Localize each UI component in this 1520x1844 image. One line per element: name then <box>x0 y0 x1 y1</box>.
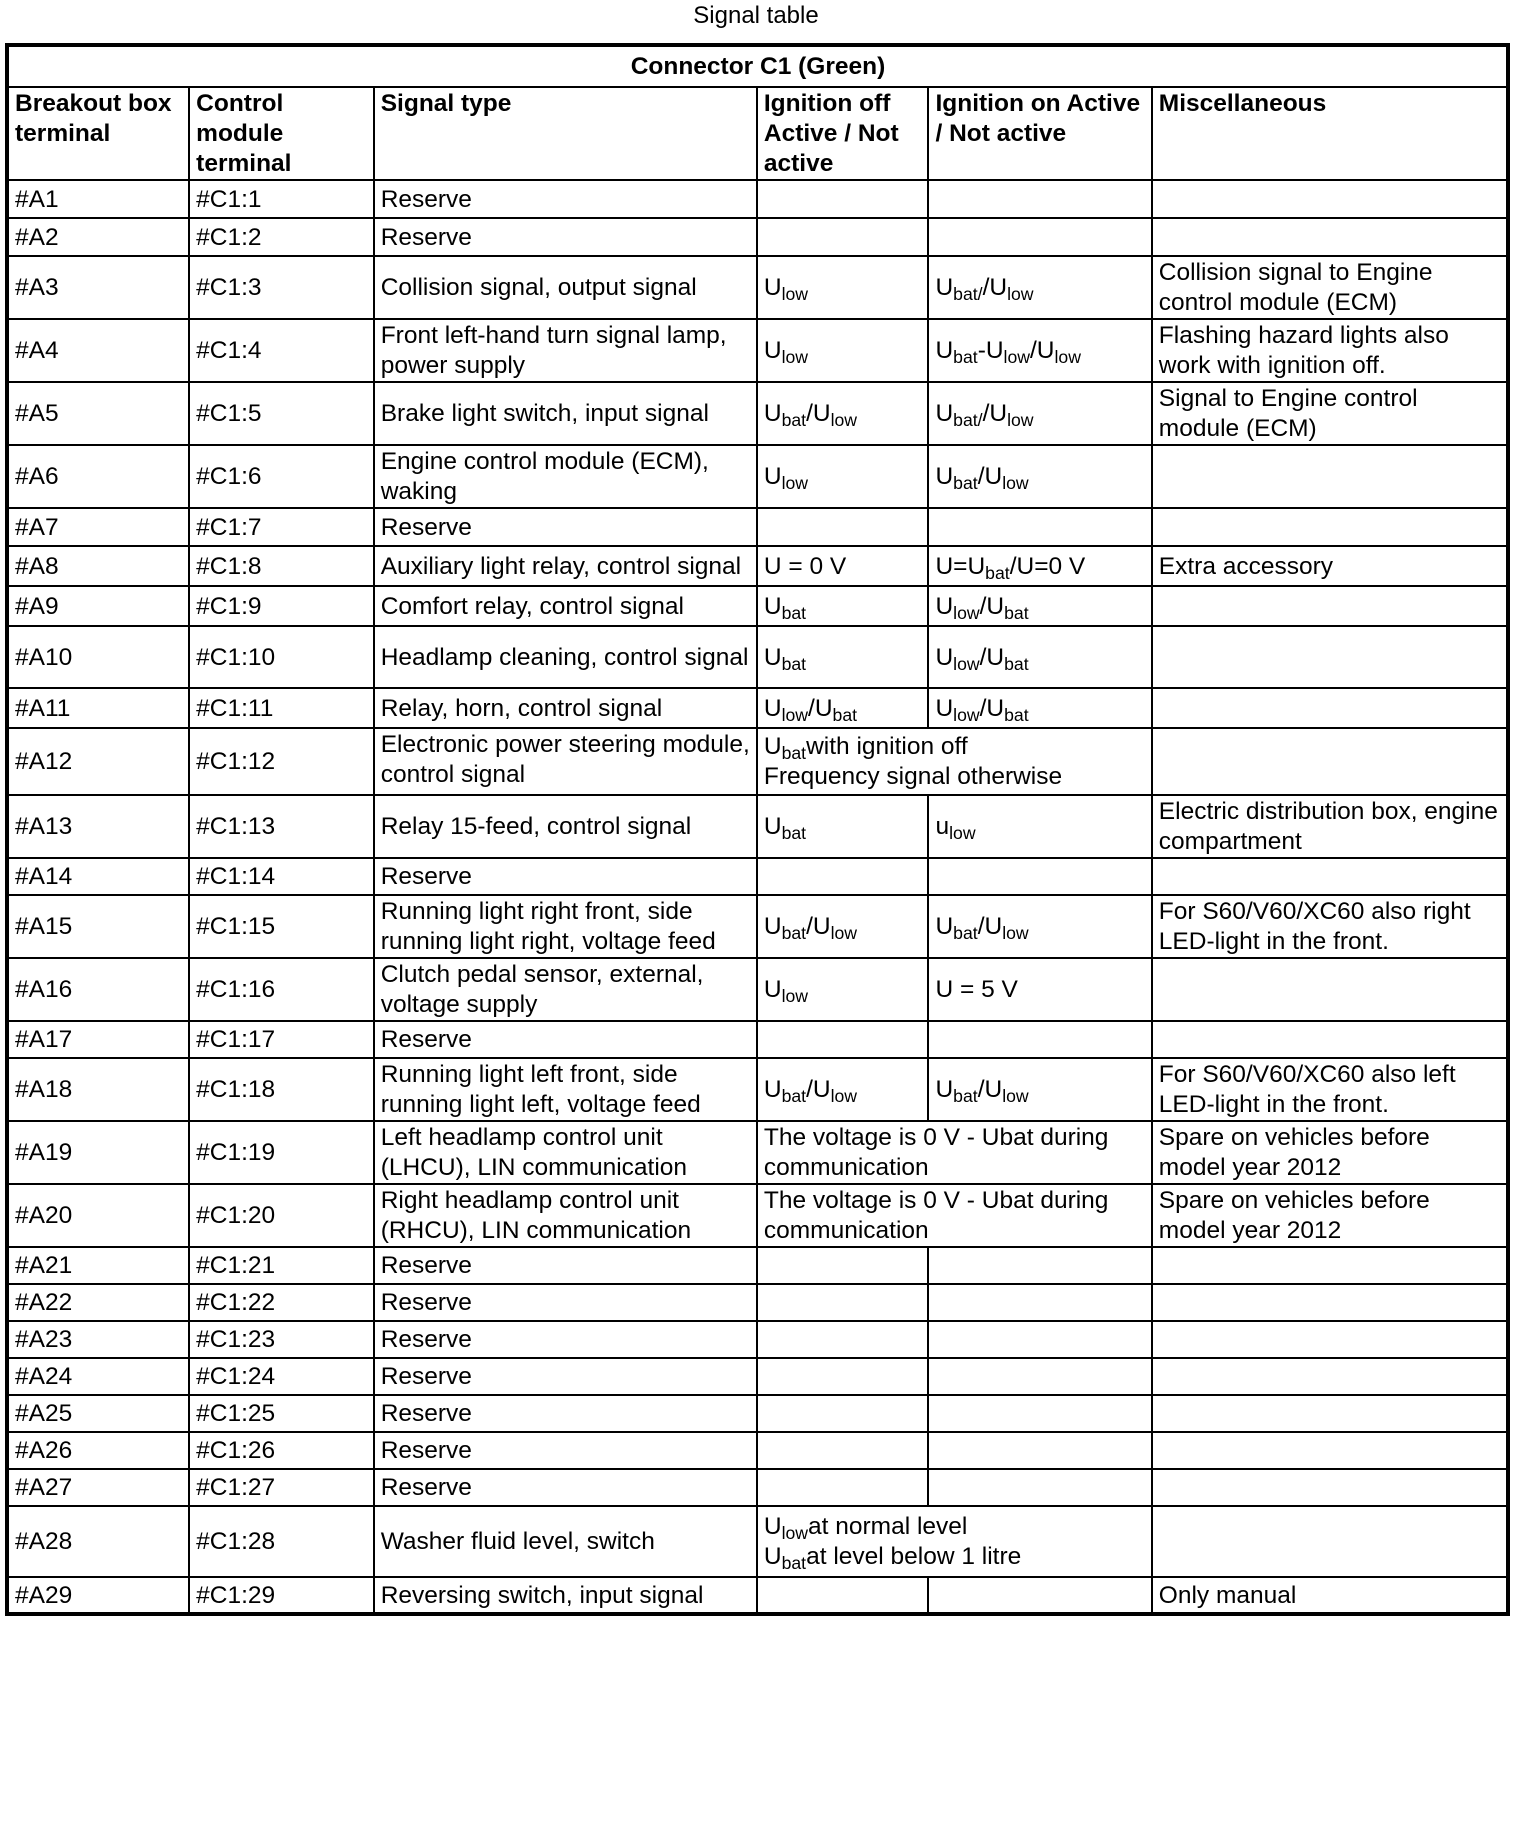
ignition-off-cell <box>757 1321 929 1358</box>
control-terminal-cell: #C1:8 <box>189 546 374 586</box>
table-row <box>7 508 1508 546</box>
signal-type-cell: Reserve <box>374 1432 757 1469</box>
control-terminal-cell: #C1:3 <box>189 256 374 319</box>
ignition-combined-cell <box>757 1506 1152 1577</box>
ignition-note-line-2: Frequency signal otherwise <box>763 763 1063 790</box>
miscellaneous-cell <box>1152 508 1508 546</box>
ignition-on-cell: $u_{low}$ <box>928 795 1151 858</box>
header-signal-type: Signal type <box>374 87 757 180</box>
table-row <box>7 728 1508 795</box>
table-row <box>7 586 1508 626</box>
control-terminal-cell: #C1:27 <box>189 1469 374 1506</box>
table-row <box>7 858 1508 895</box>
control-terminal-cell: #C1:4 <box>189 319 374 382</box>
ignition-on-cell: $U_{bat}-U_{low}/U_{low}$ <box>928 319 1151 382</box>
ignition-on-cell: $U_{bat}/U_{low}$ <box>928 1058 1151 1121</box>
ignition-off-cell: $U_{low}$ <box>757 958 929 1021</box>
signal-type-cell: Reversing switch, input signal <box>374 1577 757 1614</box>
breakout-terminal-cell: #A29 <box>7 1577 189 1614</box>
signal-type-cell: Reserve <box>374 1358 757 1395</box>
ignition-off-cell <box>757 1577 929 1614</box>
control-terminal-cell: #C1:28 <box>189 1506 374 1577</box>
ignition-combined-cell <box>757 728 1152 795</box>
signal-type-cell: Reserve <box>374 1247 757 1284</box>
table-row <box>7 1395 1508 1432</box>
miscellaneous-cell: Extra accessory <box>1152 546 1508 586</box>
control-terminal-cell: #C1:12 <box>189 728 374 795</box>
ignition-off-cell: $U_{bat}/U_{low}$ <box>757 382 929 445</box>
breakout-terminal-cell: #A26 <box>7 1432 189 1469</box>
ignition-on-cell <box>928 1469 1151 1506</box>
breakout-terminal-cell: #A9 <box>7 586 189 626</box>
control-terminal-cell: #C1:25 <box>189 1395 374 1432</box>
breakout-terminal-cell: #A24 <box>7 1358 189 1395</box>
table-row <box>7 626 1508 688</box>
miscellaneous-cell <box>1152 958 1508 1021</box>
table-row <box>7 445 1508 508</box>
breakout-terminal-cell: #A18 <box>7 1058 189 1121</box>
table-row <box>7 1284 1508 1321</box>
breakout-terminal-cell: #A4 <box>7 319 189 382</box>
breakout-terminal-cell: #A11 <box>7 688 189 728</box>
breakout-terminal-cell: #A5 <box>7 382 189 445</box>
signal-type-cell: Reserve <box>374 1284 757 1321</box>
table-row <box>7 256 1508 319</box>
table-row <box>7 1021 1508 1058</box>
ignition-off-cell: $U_{low}$ <box>757 256 929 319</box>
signal-type-cell: Auxiliary light relay, control signal <box>374 546 757 586</box>
ignition-on-cell <box>928 1284 1151 1321</box>
ignition-off-cell: $U_{low}/U_{bat}$ <box>757 688 929 728</box>
control-terminal-cell: #C1:21 <box>189 1247 374 1284</box>
signal-type-cell: Reserve <box>374 1321 757 1358</box>
control-terminal-cell: #C1:1 <box>189 180 374 218</box>
signal-type-cell: Collision signal, output signal <box>374 256 757 319</box>
page-title: Signal table <box>693 2 819 29</box>
miscellaneous-cell <box>1152 445 1508 508</box>
breakout-terminal-cell: #A15 <box>7 895 189 958</box>
control-terminal-cell: #C1:20 <box>189 1184 374 1247</box>
ignition-on-cell <box>928 1247 1151 1284</box>
miscellaneous-cell <box>1152 180 1508 218</box>
ignition-on-cell <box>928 1432 1151 1469</box>
breakout-terminal-cell: #A27 <box>7 1469 189 1506</box>
ignition-off-cell <box>757 1247 929 1284</box>
ignition-off-cell <box>757 1021 929 1058</box>
miscellaneous-cell <box>1152 1284 1508 1321</box>
control-terminal-cell: #C1:14 <box>189 858 374 895</box>
control-terminal-cell: #C1:18 <box>189 1058 374 1121</box>
ignition-off-cell <box>757 1432 929 1469</box>
signal-type-cell: Left headlamp control unit (LHCU), LIN communication <box>374 1121 757 1184</box>
table-row <box>7 688 1508 728</box>
breakout-terminal-cell: #A28 <box>7 1506 189 1577</box>
breakout-terminal-cell: #A22 <box>7 1284 189 1321</box>
control-terminal-cell: #C1:19 <box>189 1121 374 1184</box>
ignition-on-cell: $U_{bat}/U_{low}$ <box>928 895 1151 958</box>
ignition-off-cell: $U_{bat}$ <box>757 795 929 858</box>
signal-type-cell: Brake light switch, input signal <box>374 382 757 445</box>
ignition-on-cell: $U_{low}/U_{bat}$ <box>928 586 1151 626</box>
control-terminal-cell: #C1:10 <box>189 626 374 688</box>
connector-caption: Connector C1 (Green) <box>7 45 1508 87</box>
table-row <box>7 1432 1508 1469</box>
miscellaneous-cell <box>1152 728 1508 795</box>
miscellaneous-cell <box>1152 1469 1508 1506</box>
signal-type-cell: Headlamp cleaning, control signal <box>374 626 757 688</box>
breakout-terminal-cell: #A2 <box>7 218 189 256</box>
miscellaneous-cell: Only manual <box>1152 1577 1508 1614</box>
signal-type-cell: Running light left front, side running light left, voltage feed <box>374 1058 757 1121</box>
breakout-terminal-cell: #A16 <box>7 958 189 1021</box>
ignition-on-cell <box>928 858 1151 895</box>
breakout-terminal-cell: #A3 <box>7 256 189 319</box>
signal-table <box>5 43 1510 1616</box>
table-row <box>7 546 1508 586</box>
control-terminal-cell: #C1:16 <box>189 958 374 1021</box>
breakout-terminal-cell: #A7 <box>7 508 189 546</box>
miscellaneous-cell <box>1152 1395 1508 1432</box>
signal-type-cell: Right headlamp control unit (RHCU), LIN communication <box>374 1184 757 1247</box>
table-row <box>7 795 1508 858</box>
table-body <box>7 180 1508 1614</box>
signal-type-cell: Front left-hand turn signal lamp, power supply <box>374 319 757 382</box>
control-terminal-cell: #C1:11 <box>189 688 374 728</box>
table-row <box>7 1121 1508 1184</box>
control-terminal-cell: #C1:17 <box>189 1021 374 1058</box>
signal-type-cell: Reserve <box>374 508 757 546</box>
control-terminal-cell: #C1:5 <box>189 382 374 445</box>
miscellaneous-cell: For S60/V60/XC60 also left LED-light in the front. <box>1152 1058 1508 1121</box>
header-control-module-terminal: Control module terminal <box>189 87 374 180</box>
miscellaneous-cell: Signal to Engine control module (ECM) <box>1152 382 1508 445</box>
breakout-terminal-cell: #A1 <box>7 180 189 218</box>
control-terminal-cell: #C1:15 <box>189 895 374 958</box>
signal-type-cell: Clutch pedal sensor, external, voltage supply <box>374 958 757 1021</box>
miscellaneous-cell: Spare on vehicles before model year 2012 <box>1152 1184 1508 1247</box>
signal-type-cell: Reserve <box>374 218 757 256</box>
header-breakout-terminal: Breakout box terminal <box>7 87 189 180</box>
miscellaneous-cell <box>1152 218 1508 256</box>
breakout-terminal-cell: #A19 <box>7 1121 189 1184</box>
control-terminal-cell: #C1:24 <box>189 1358 374 1395</box>
signal-type-cell: Reserve <box>374 1469 757 1506</box>
table-row <box>7 1184 1508 1247</box>
miscellaneous-cell <box>1152 1021 1508 1058</box>
signal-type-cell: Comfort relay, control signal <box>374 586 757 626</box>
control-terminal-cell: #C1:13 <box>189 795 374 858</box>
miscellaneous-cell: For S60/V60/XC60 also right LED-light in the front. <box>1152 895 1508 958</box>
table-row <box>7 895 1508 958</box>
breakout-terminal-cell: #A13 <box>7 795 189 858</box>
miscellaneous-cell <box>1152 1432 1508 1469</box>
table-row <box>7 319 1508 382</box>
ignition-on-cell: $U_{bat/}/U_{low}$ <box>928 256 1151 319</box>
ignition-on-cell <box>928 508 1151 546</box>
table-row <box>7 1321 1508 1358</box>
ignition-off-cell: $U_{bat}/U_{low}$ <box>757 1058 929 1121</box>
ignition-combined-cell: The voltage is 0 V - Ubat during communication <box>757 1121 1152 1184</box>
table-row <box>7 382 1508 445</box>
miscellaneous-cell <box>1152 586 1508 626</box>
signal-type-cell: Washer fluid level, switch <box>374 1506 757 1577</box>
signal-type-cell: Electronic power steering module, control signal <box>374 728 757 795</box>
signal-type-cell: Reserve <box>374 1395 757 1432</box>
ignition-note-line-1: $U_{low}at$ normal level <box>763 1513 968 1543</box>
control-terminal-cell: #C1:29 <box>189 1577 374 1614</box>
ignition-off-cell: $U_{bat}$ <box>757 586 929 626</box>
ignition-off-cell <box>757 1469 929 1506</box>
ignition-off-cell <box>757 1284 929 1321</box>
ignition-off-cell: $U_{low}$ <box>757 445 929 508</box>
ignition-on-cell: $U_{bat/}/U_{low}$ <box>928 382 1151 445</box>
ignition-on-cell: U = 5 V <box>928 958 1151 1021</box>
miscellaneous-cell: Collision signal to Engine control module (ECM) <box>1152 256 1508 319</box>
miscellaneous-cell: Spare on vehicles before model year 2012 <box>1152 1121 1508 1184</box>
table-row <box>7 180 1508 218</box>
header-ignition-on: Ignition on Active / Not active <box>928 87 1151 180</box>
ignition-on-cell <box>928 180 1151 218</box>
control-terminal-cell: #C1:6 <box>189 445 374 508</box>
ignition-off-cell <box>757 218 929 256</box>
miscellaneous-cell <box>1152 1321 1508 1358</box>
miscellaneous-cell <box>1152 1506 1508 1577</box>
breakout-terminal-cell: #A8 <box>7 546 189 586</box>
table-row <box>7 1358 1508 1395</box>
table-row <box>7 1058 1508 1121</box>
ignition-on-cell <box>928 1395 1151 1432</box>
ignition-combined-cell: The voltage is 0 V - Ubat during communication <box>757 1184 1152 1247</box>
ignition-on-cell: $U_{low}/U_{bat}$ <box>928 688 1151 728</box>
signal-type-cell: Running light right front, side running light right, voltage feed <box>374 895 757 958</box>
breakout-terminal-cell: #A10 <box>7 626 189 688</box>
ignition-off-cell <box>757 1395 929 1432</box>
header-miscellaneous: Miscellaneous <box>1152 87 1508 180</box>
control-terminal-cell: #C1:22 <box>189 1284 374 1321</box>
table-row <box>7 1577 1508 1614</box>
control-terminal-cell: #C1:26 <box>189 1432 374 1469</box>
ignition-on-cell: $U_{bat}/U_{low}$ <box>928 445 1151 508</box>
signal-type-cell: Relay, horn, control signal <box>374 688 757 728</box>
ignition-off-cell <box>757 180 929 218</box>
ignition-off-cell: $U_{bat}$ <box>757 626 929 688</box>
signal-type-cell: Engine control module (ECM), waking <box>374 445 757 508</box>
breakout-terminal-cell: #A20 <box>7 1184 189 1247</box>
control-terminal-cell: #C1:2 <box>189 218 374 256</box>
breakout-terminal-cell: #A12 <box>7 728 189 795</box>
breakout-terminal-cell: #A17 <box>7 1021 189 1058</box>
control-terminal-cell: #C1:9 <box>189 586 374 626</box>
ignition-on-cell <box>928 1577 1151 1614</box>
table-row <box>7 958 1508 1021</box>
table-row <box>7 1247 1508 1284</box>
control-terminal-cell: #C1:7 <box>189 508 374 546</box>
ignition-off-cell <box>757 1358 929 1395</box>
signal-type-cell: Reserve <box>374 180 757 218</box>
ignition-on-cell: $U=U_{bat}/U=0$ V <box>928 546 1151 586</box>
ignition-note-line-2: $U_{bat}at$ level below 1 litre <box>763 1543 1022 1573</box>
table-row <box>7 1469 1508 1506</box>
breakout-terminal-cell: #A14 <box>7 858 189 895</box>
ignition-off-cell <box>757 508 929 546</box>
table-row <box>7 218 1508 256</box>
ignition-off-cell: $U_{bat}/U_{low}$ <box>757 895 929 958</box>
signal-type-cell: Relay 15-feed, control signal <box>374 795 757 858</box>
miscellaneous-cell: Electric distribution box, engine compartment <box>1152 795 1508 858</box>
miscellaneous-cell <box>1152 626 1508 688</box>
breakout-terminal-cell: #A21 <box>7 1247 189 1284</box>
breakout-terminal-cell: #A6 <box>7 445 189 508</box>
ignition-off-cell <box>757 858 929 895</box>
ignition-off-cell: $U_{low}$ <box>757 319 929 382</box>
control-terminal-cell: #C1:23 <box>189 1321 374 1358</box>
header-ignition-off: Ignition off Active / Not active <box>757 87 929 180</box>
breakout-terminal-cell: #A23 <box>7 1321 189 1358</box>
miscellaneous-cell <box>1152 688 1508 728</box>
ignition-on-cell <box>928 1021 1151 1058</box>
miscellaneous-cell <box>1152 1247 1508 1284</box>
ignition-on-cell: $U_{low}/U_{bat}$ <box>928 626 1151 688</box>
miscellaneous-cell <box>1152 1358 1508 1395</box>
ignition-on-cell <box>928 1358 1151 1395</box>
signal-type-cell: Reserve <box>374 858 757 895</box>
miscellaneous-cell: Flashing hazard lights also work with ignition off. <box>1152 319 1508 382</box>
breakout-terminal-cell: #A25 <box>7 1395 189 1432</box>
table-row <box>7 1506 1508 1577</box>
signal-type-cell: Reserve <box>374 1021 757 1058</box>
ignition-note-line-1: $U_{bat}with$ ignition off <box>763 733 968 763</box>
ignition-on-cell <box>928 1321 1151 1358</box>
ignition-on-cell <box>928 218 1151 256</box>
miscellaneous-cell <box>1152 858 1508 895</box>
ignition-off-cell: U = 0 V <box>757 546 929 586</box>
